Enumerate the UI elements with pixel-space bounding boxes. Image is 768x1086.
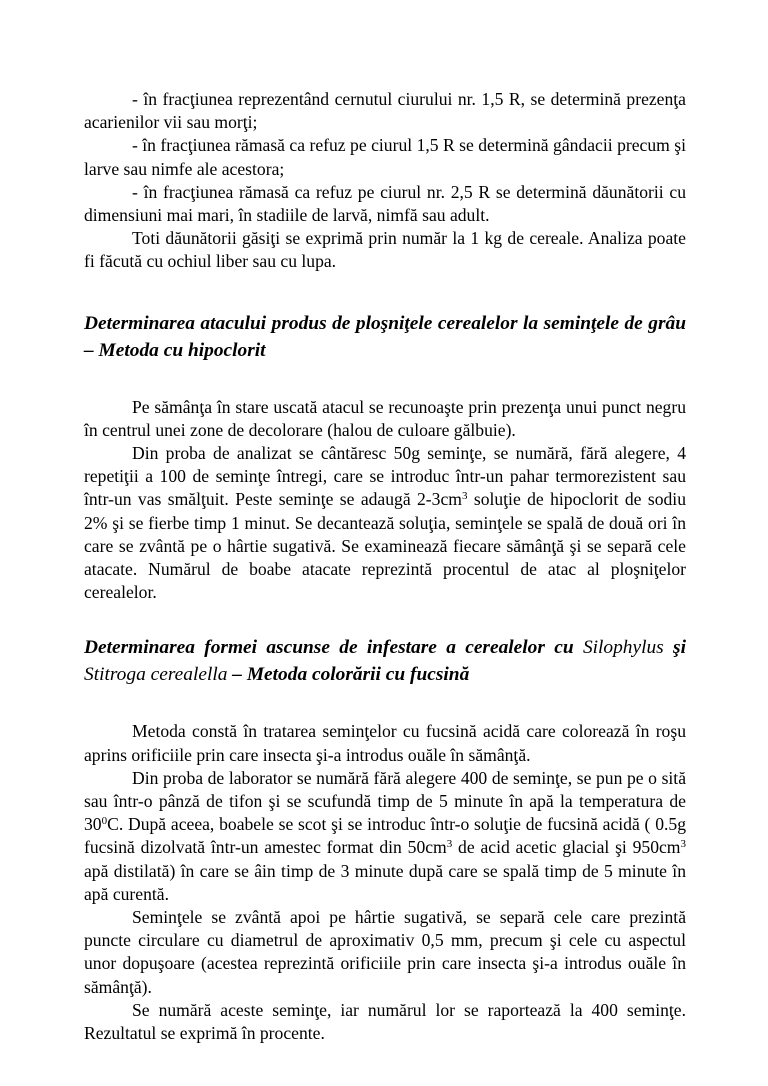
bullet-sieve-2-5-refuse: - în fracţiunea rămasă ca refuz pe ciurul nr. 2,5 R se determină dăunătorii cu dimensiuni mai mari, în stadiile de larvă, nimfă sau adult. [84,181,686,226]
paragraph-hypochlorite-procedure [84,442,686,604]
text-segment: apă distilată) în care se âin timp de 3 minute după care se spală timp de 5 minute în apă curentă. [84,860,686,904]
superscript: 0 [101,815,108,828]
paragraph-attack-recognition: Pe sămânţa în stare uscată atacul se recunoaşte prin prezenţa unui punct negru în centrul unei zone de decolorare (halou de culoare gălbuie). [84,396,686,440]
document-page [84,88,686,1045]
section-heading-hypochlorite: Determinarea atacului produs de ploşniţele cerealelor la seminţele de grâu – Metoda cu hipoclorit [84,312,686,361]
text-segment: Din proba de laborator se numără fără alegere 400 de seminţe, se pun pe o sită sau într-o pânză de tifon şi se scufundă timp de 5 minute în apă la temperatura de 30 [84,767,686,835]
paragraph-fuchsin-procedure [84,767,686,906]
pests-summary-paragraph: Toti dăunătorii găsiţi se exprimă prin număr la 1 kg de cereale. Analiza poate fi făcută cu ochiul liber sau cu lupa. [84,228,686,272]
text-segment: C. După aceea, boabele se scot şi se introduc într-o soluţie de fucsină acidă ( 0.5g fucsină dizolvată într-un amestec format din 50cm [84,814,686,858]
paragraph-method-description: Metoda constă în tratarea seminţelor cu fucsină acidă care colorează în roşu aprins orificiile prin care insecta şi-a introdus ouăle în sămânţă. [84,721,686,765]
bullet-sieve-1-5-fines: - în fracţiunea reprezentând cernutul ciurului nr. 1,5 R, se determină prezenţa acarienilor vii sau morţi; [84,89,686,133]
superscript: 3 [461,490,468,503]
superscript: 3 [446,838,453,851]
heading-segment: – Metoda colorării cu fucsină [227,664,470,686]
section-heading-fuchsin [84,634,686,688]
text-segment: Din proba de analizat se cântăresc 50g seminţe, se numără, fără alegere, 4 repetiţii a 100 de seminţe întregi, care se introduc într-un pahar termorezistent sau într-un vas smălţuit. Peste seminţe se adaugă 2-3cm [84,443,686,510]
species-name-stitroga: Stitroga cerealella [84,664,228,686]
text-segment: soluţie de hipoclorit de sodiu 2% şi se fierbe timp 1 minut. Se decantează soluţia, seminţele se spală de două ori în care se zvântă pe o hârtie sugativă. Se examinează fiecare sămânţă şi se separă cele atacate. Numărul de boabe atacate reprezintă procentul de atac al ploşniţelor cerealelor. [84,489,686,603]
text-segment: de acid acetic glacial şi 950cm [452,837,681,858]
species-name-silophylus: Silophylus [582,637,664,659]
paragraph-drying-separation: Seminţele se zvântă apoi pe hârtie sugativă, se separă cele care prezintă puncte circulare cu diametrul de aproximativ 0,5 mm, precum şi cele cu aspectul unor dopuşoare (acestea reprezintă orificiile prin care insecta şi-a introdus ouăle în sămânţă). [84,907,686,997]
bullet-sieve-1-5-refuse: - în fracţiunea rămasă ca refuz pe ciurul 1,5 R se determină gândacii precum şi larve sau nimfe ale acestora; [84,135,686,179]
heading-segment: şi [663,637,686,659]
superscript: 3 [680,838,686,851]
heading-segment: Determinarea formei ascunse de infestare a cerealelor cu [84,637,583,659]
paragraph-result-percent: Se numără aceste seminţe, iar numărul lor se raportează la 400 seminţe. Rezultatul se exprimă în procente. [84,999,686,1044]
